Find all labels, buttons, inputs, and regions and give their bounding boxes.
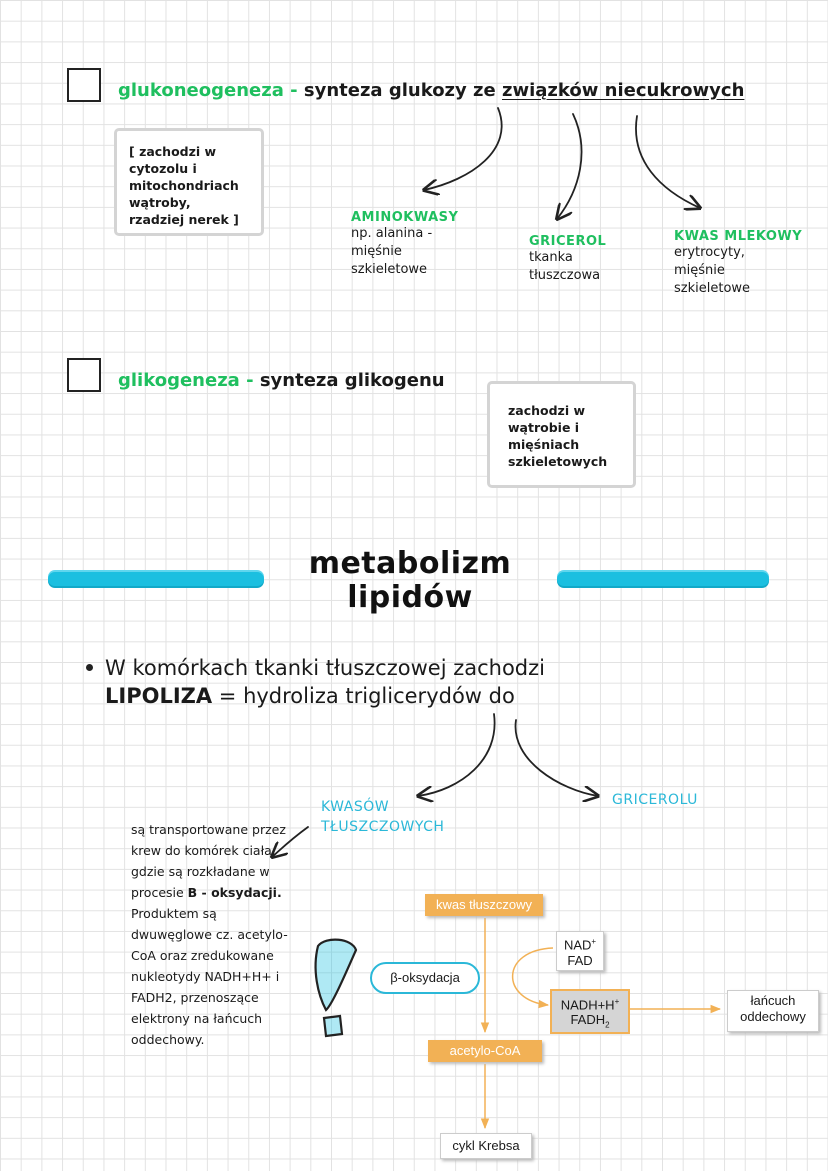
box-acetylo-coa: acetylo-CoA (428, 1040, 542, 1062)
source-name: KWAS MLEKOWY (674, 229, 803, 244)
lipoliza-term: LIPOLIZA (105, 684, 213, 708)
source-desc: erytrocyty, mięśnie szkieletowe (674, 245, 751, 296)
product-gricerolu: GRICEROLU (612, 792, 698, 808)
flow-nad-loop (513, 948, 553, 1005)
box-nadh-fadh: NADH+H+ $FADH_2$ (550, 989, 630, 1034)
arrow-to-description (272, 827, 308, 857)
arrow-to-gricerolu (516, 720, 598, 796)
title-line1: metabolizm (308, 546, 512, 581)
source-name: AMINOKWASY (351, 210, 459, 225)
source-desc: np. alanina - mięśnie szkieletowe (351, 226, 433, 277)
exclamation-icon (316, 940, 356, 1036)
lipoliza-line2: LIPOLIZA = hydroliza triglicerydów do (105, 684, 515, 708)
box-cykl-krebsa: cykl Krebsa (440, 1133, 532, 1159)
heading-glikogeneza: glikogeneza - synteza glikogenu (118, 370, 445, 391)
term-glukoneogeneza: glukoneogeneza (118, 80, 284, 101)
underlined-definition: związków niecukrowych (502, 80, 745, 101)
source-name: GRICEROL (529, 234, 607, 249)
oval-beta-oksydacja: β-oksydacja (370, 962, 480, 994)
box-lancuch-oddechowy: łańcuch oddechowy (727, 990, 819, 1032)
product-kwasow: KWASÓW TŁUSZCZOWYCH (321, 799, 445, 835)
title-line2: lipidów (347, 580, 473, 615)
arrow-to-kwasow (418, 714, 495, 796)
beta-oxidation-bold: B - oksydacji. (187, 885, 282, 900)
note-glikogeneza: zachodzi w wątrobie i mięśniach szkieletowych (487, 381, 636, 488)
note-glukoneogeneza: [ zachodzi w cytozolu i mitochondriach wątroby, rzadziej nerek ] (114, 128, 264, 236)
heading-glukoneogeneza: glukoneogeneza - synteza glukozy ze związków niecukrowych (118, 80, 745, 101)
box-nad-fad: NAD+ FAD (556, 931, 604, 971)
box-kwas-tluszczowy: kwas tłuszczowy (425, 894, 543, 916)
lipoliza-line1: W komórkach tkanki tłuszczowej zachodzi (105, 656, 545, 680)
fatty-acid-description: są transportowane przez krew do komórek ciała, gdzie są rozkładane w procesie B - oksydacji. Produktem są dwuwęglowe cz. acetylo-CoA oraz zredukowane nukleotydy NADH+H+ i FADH2, przenoszące elektrony na łańcuch oddechowy. (131, 822, 288, 1047)
term-glikogeneza: glikogeneza (118, 370, 240, 391)
source-desc: tkanka tłuszczowa (529, 250, 601, 283)
arrow-to-aminokwasy (424, 108, 502, 190)
arrow-to-kwas-mlekowy (636, 116, 700, 208)
arrow-to-gricerol (557, 114, 582, 219)
